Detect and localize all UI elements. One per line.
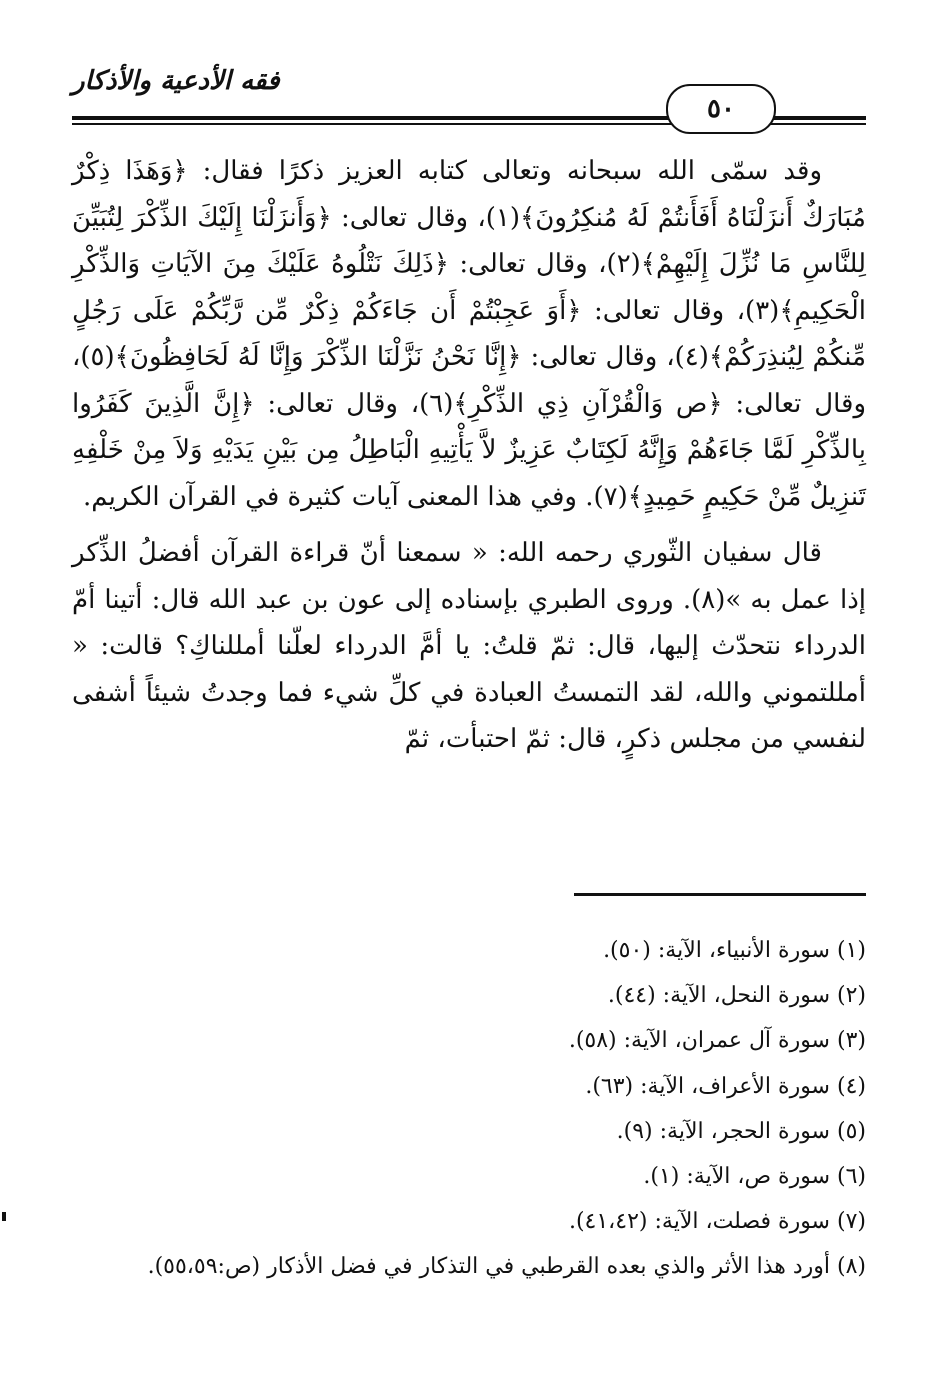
footnote-2: (٢) سورة النحل، الآية: (٤٤). <box>607 983 866 1009</box>
page-number: ٥٠ <box>707 94 735 124</box>
paragraph-sufyan-thawri: قال سفيان الثّوري رحمه الله: « سمعنا أنّ قراءة القرآن أفضلُ الذِّكر إذا عمل به »(٨). وروى الطبري بإسناده إلى عون بن عبد الله قال: أتينا أمّ الدرداء نتحدّث إليها، قال: ثمّ قلتُ: يا أمَّ الدرداء لعلّنا أمللناكِ؟ قالت: « أمللتموني والله، لقد التمستُ العبادة في كلِّ شيء فما وجدتُ شيئاً أشفى لنفسي من مجلس ذكرٍ، قال: ثمّ احتبأت، ثمّ <box>72 538 866 754</box>
footnote-7: (٧) سورة فصلت، الآية: (٤١،٤٢). <box>568 1209 866 1235</box>
footnotes <box>72 928 866 1290</box>
footnote-4: (٤) سورة الأعراف، الآية: (٦٣). <box>585 1073 866 1099</box>
scan-edge-mark <box>2 1212 6 1221</box>
footnote-6: (٦) سورة ص، الآية: (١). <box>643 1164 866 1190</box>
running-title: فقه الأدعية والأذكار <box>72 66 280 96</box>
footnote-1: (١) سورة الأنبياء، الآية: (٥٠). <box>603 938 866 963</box>
footnote-3: (٣) سورة آل عمران، الآية: (٥٨). <box>568 1028 866 1054</box>
page-number-badge <box>666 84 776 134</box>
paragraph-quran-dhikr: وقد سمّى الله سبحانه وتعالى كتابه العزيز ذكرًا فقال: ﴿وَهَذَا ذِكْرٌ مُبَارَكٌ أَنزَلْنَاهُ أَفَأَنتُمْ لَهُ مُنكِرُونَ﴾(١)، وقال تعالى: ﴿وَأَنزَلْنَا إِلَيْكَ الذِّكْرَ لِتُبَيِّنَ لِلنَّاسِ مَا نُزِّلَ إِلَيْهِمْ﴾(٢)، وقال تعالى: ﴿ذَلِكَ نَتْلُوهُ عَلَيْكَ مِنَ الآيَاتِ وَالذِّكْرِ الْحَكِيمِ﴾(٣)، وقال تعالى: ﴿أَوَ عَجِبْتُمْ أَن جَاءَكُمْ ذِكْرٌ مِّن رَّبِّكُمْ عَلَى رَجُلٍ مِّنكُمْ لِيُنذِرَكُمْ﴾(٤)، وقال تعالى: ﴿إِنَّا نَحْنُ نَزَّلْنَا الذِّكْرَ وَإِنَّا لَهُ لَحَافِظُونَ﴾(٥)، وقال تعالى: ﴿ص وَالْقُرْآنِ ذِي الذِّكْرِ﴾(٦)، وقال تعالى: ﴿إِنَّ الَّذِينَ كَفَرُوا بِالذِّكْرِ لَمَّا جَاءَهُمْ وَإِنَّهُ لَكِتَابٌ عَزِيزٌ لاَّ يَأْتِيهِ الْبَاطِلُ مِن بَيْنِ يَدَيْهِ وَلاَ مِنْ خَلْفِهِ تَنزِيلٌ مِّنْ حَكِيمٍ حَمِيدٍ﴾(٧). وفي هذا المعنى آيات كثيرة في القرآن الكريم. <box>72 156 867 512</box>
footnote-separator <box>574 893 866 896</box>
main-text <box>72 148 866 763</box>
footnote-5: (٥) سورة الحجر، الآية: (٩). <box>616 1118 866 1144</box>
footnote-8: (٨) أورد هذا الأثر والذي بعده القرطبي في التذكار في فضل الأذكار (ص:٥٥،٥٩). <box>147 1254 866 1280</box>
